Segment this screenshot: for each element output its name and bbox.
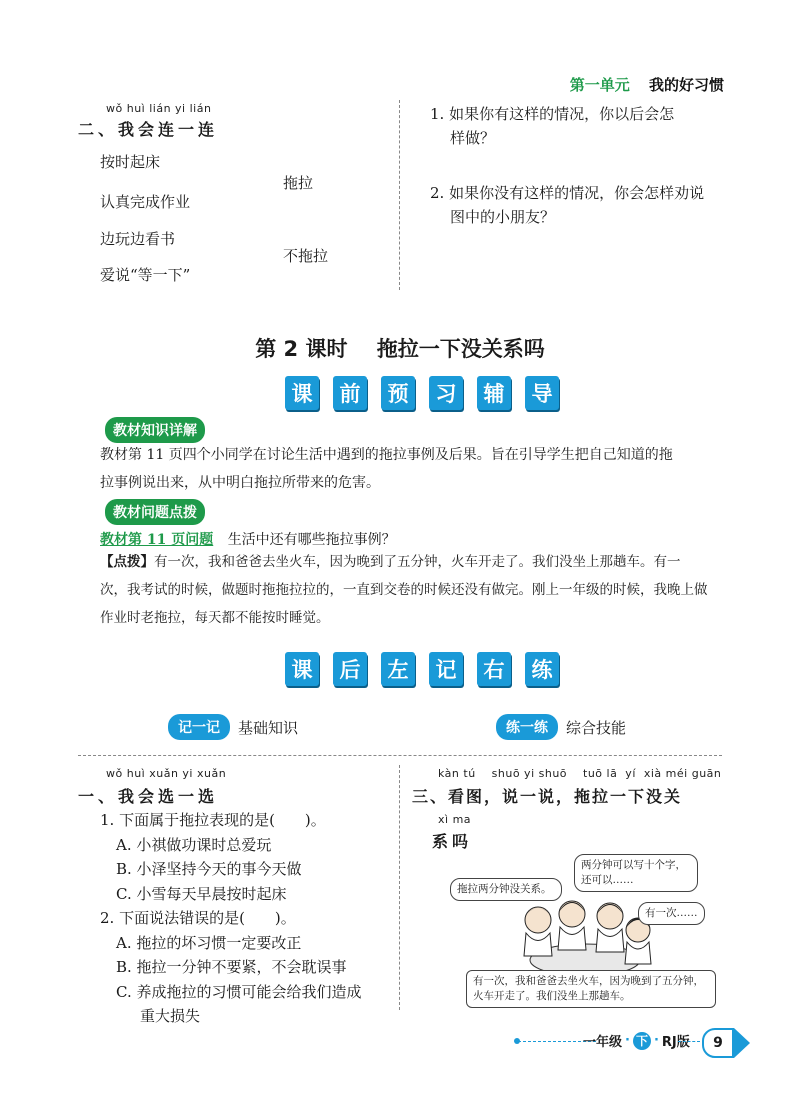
section3-title: 三、看图，说一说，拖拉一下没关 [412,787,683,806]
banner-char: 习 [429,376,463,410]
banner-char: 左 [381,652,415,686]
column-divider [399,765,400,1010]
section-separator [78,755,722,756]
banner-char: 右 [477,652,511,686]
term-badge: 下 [633,1032,651,1050]
knowledge-tag: 教材知识详解 [105,417,205,443]
option: B. 拖拉一分钟不要紧，不会耽误事 [116,958,347,976]
banner-char: 预 [381,376,415,410]
basic-knowledge-header [168,714,298,740]
connect-left-item: 边玩边看书 [100,230,176,248]
lesson-title: 第 2 课时 拖拉一下没关系吗 [255,337,545,361]
section3-pinyin: kàn tú shuō yi shuō tuō lā yí xià méi guān [438,767,722,780]
banner-char: 记 [429,652,463,686]
preview-banner [285,376,559,410]
footer-dot [514,1038,520,1044]
textbook-reference: 教材第 11 页问题 [100,532,214,548]
connect-right-item: 拖拉 [283,174,314,192]
skills-label: 综合技能 [566,718,627,737]
unit-header [570,74,724,95]
speech-bubble: 两分钟可以写十个字，还可以…… [574,854,698,892]
page-number: 9 [702,1028,734,1058]
banner-char: 课 [285,652,319,686]
banner-char: 导 [525,376,559,410]
remember-tag: 记一记 [168,714,230,740]
option-continuation: 重大损失 [140,1007,201,1025]
page-arrow-icon [734,1028,750,1058]
problem-hint: 【点拨】有一次，我和爸爸去坐火车，因为晚到了五分钟，火车开走了。我们没坐上那趟车。有一 次，我考试的时候，做题时拖拖拉拉的，一直到交卷的时候还没有做完。刚上一年级的时候，我晚上做 作业时老拖拉，每天都不能按时睡觉。 [100,554,708,626]
banner-char: 练 [525,652,559,686]
banner-char: 后 [333,652,367,686]
question-stem: 1. 下面属于拖拉表现的是( )。 [100,811,326,829]
connect-left-item: 认真完成作业 [100,193,191,211]
banner-char: 辅 [477,376,511,410]
option: B. 小泽坚持今天的事今天做 [116,860,302,878]
section1-title: 一、我会选一选 [78,787,219,806]
option: A. 拖拉的坏习惯一定要改正 [116,933,302,952]
discussion-illustration [440,852,730,1012]
option: C. 小雪每天早晨按时起床 [116,884,287,903]
unit-title: 我的好习惯 [648,76,724,94]
option: A. 小祺做功课时总爱玩 [116,835,272,854]
problem-tag: 教材问题点拨 [105,499,205,525]
banner-char: 前 [333,376,367,410]
speech-bubble: 拖拉两分钟没关系。 [450,878,562,901]
skills-header [496,714,626,740]
choice-questions [100,808,361,1029]
practice-banner [285,652,559,686]
section3-title-2: 系吗 [432,832,473,851]
connect-right-item: 不拖拉 [283,247,329,265]
problem-question: 教材第 11 页问题 生活中还有哪些拖拉事例？ [100,532,396,548]
section2-title: 二、我会连一连 [78,120,219,139]
footer-grade: 一年级 · 下 · RJ版 [583,1033,690,1050]
connect-left-item: 按时起床 [100,153,161,171]
knowledge-text: 教材第 11 页四个小同学在讨论生活中遇到的拖拉事例及后果。旨在引导学生把自己知道的拖 拉事例说出来，从中明白拖拉所带来的危害。 [100,447,673,491]
section1-pinyin: wǒ huì xuǎn yi xuǎn [106,767,227,780]
section2-pinyin: wǒ huì lián yi lián [106,102,212,115]
question-1: 1. 如果你有这样的情况，你以后会怎 样做？ [430,105,675,147]
section3-pinyin-2: xì ma [438,813,472,826]
unit-number: 第一单元 [569,76,630,94]
speech-bubble: 有一次，我和爸爸去坐火车，因为晚到了五分钟，火车开走了。我们没坐上那趟车。 [466,970,716,1008]
practice-tag: 练一练 [496,714,558,740]
basic-knowledge-label: 基础知识 [238,718,299,737]
page-number-badge [702,1028,750,1058]
connect-left-item: 爱说“等一下” [100,266,191,284]
speech-bubble: 有一次…… [638,902,705,925]
question-2: 2. 如果你没有这样的情况，你会怎样劝说 图中的小朋友？ [430,184,705,226]
question-stem: 2. 下面说法错误的是( )。 [100,909,296,927]
column-divider [399,100,400,290]
banner-char: 课 [285,376,319,410]
option: C. 养成拖拉的习惯可能会给我们造成 [116,982,362,1001]
footer-line-right [678,1041,700,1042]
